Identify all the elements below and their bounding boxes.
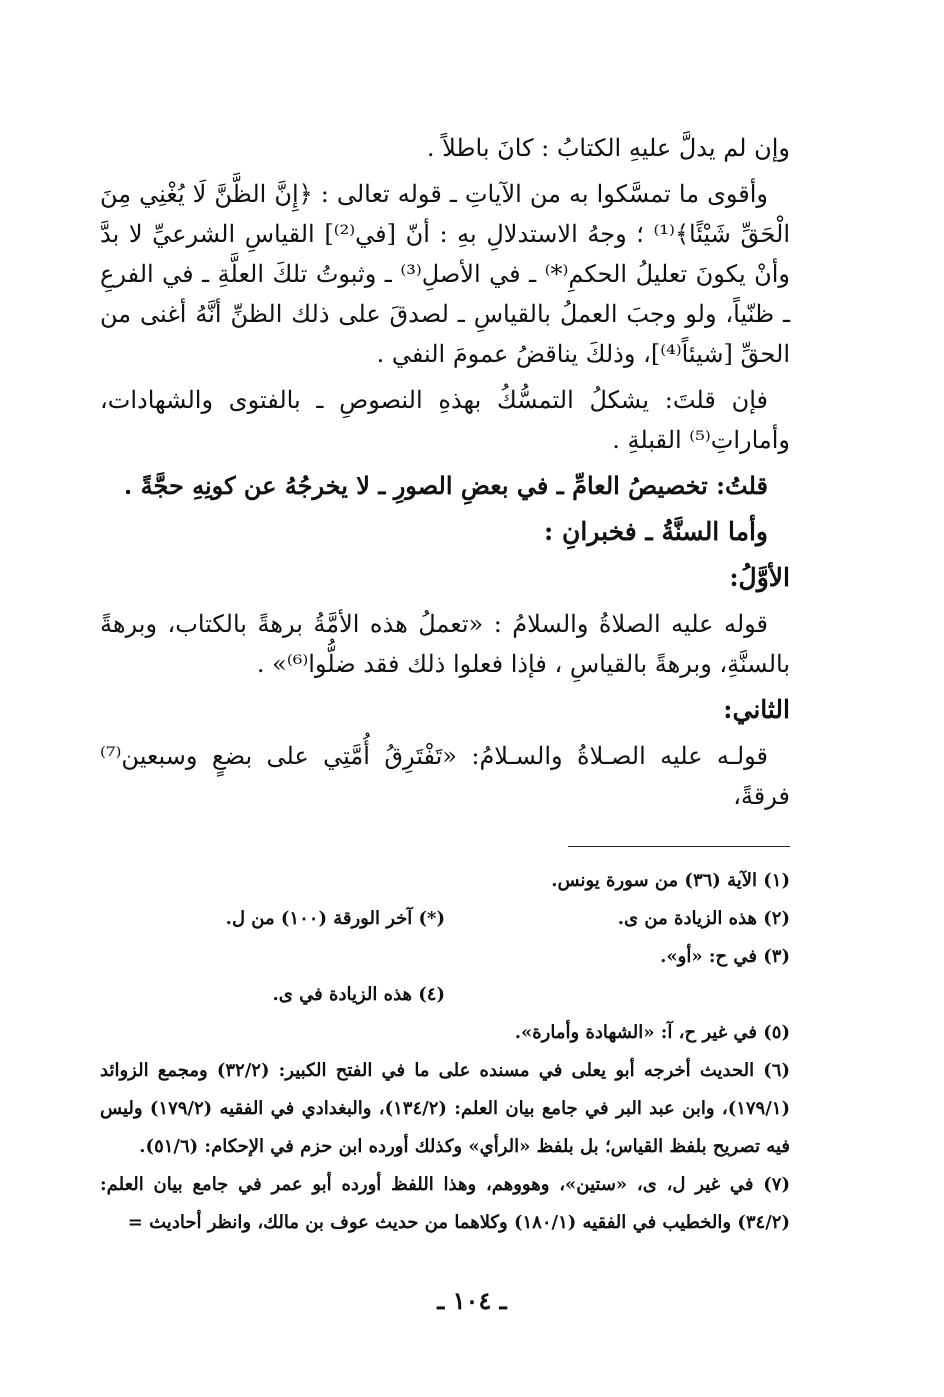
- footnote-6: (٦) الحديث أخرجه أبو يعلى في مسنده على ما في الفتح الكبير: (٣٢/٢) ومجمع الزوائد (١٧٩/١)، وابن عبد البر في جامع بيان العلم: (١٣٤/٢)، والبغدادي في الفقيه (١٧٩/٢) وليس فيه تصريح بلفظ القياس؛ بل بلفظ «الرأي» وكذلك أورده ابن حزم في الإحكام: (٥١/٦).: [100, 1060, 790, 1157]
- main-text: [100, 128, 790, 822]
- heading-first: الأوَّلُ:: [729, 563, 790, 592]
- footnote-star: (*) آخر الورقة (١٠٠) من ل.: [225, 908, 445, 929]
- footnote-3: (٣) في ح: «أو».: [660, 946, 790, 967]
- paragraph-1: وإن لم يدلَّ عليهِ الكتابُ : كانَ باطلاً .: [426, 134, 790, 162]
- heading-second: الثاني:: [723, 695, 790, 724]
- paragraph-5: قوله عليه الصلاةُ والسلامُ : «تعملُ هذه الأمَّةُ برهةً بالكتاب، وبرهةً بالسنَّةِ، وبرهةً بالقياسِ ، فإذا فعلوا ذلك فقد ضلُّوا⁽⁶⁾» .: [100, 610, 790, 678]
- footnote-row-4: [100, 976, 790, 1014]
- section-heading-sunnah: وأما السنَّةُ ـ فخبرانِ :: [544, 517, 768, 546]
- paragraph-3: فإن قلتَ: يشكلُ التمسُّكُ بهذهِ النصوصِ ـ بالفتوى والشهادات، وأماراتِ⁽⁵⁾ القبلةِ .: [100, 386, 790, 454]
- footnote-2: (٢) هذه الزيادة من ى.: [617, 908, 790, 929]
- paragraph-6: قولـه عليه الصـلاةُ والسـلامُ: «تَفْتَرِقُ أُمَّتِي على بضعٍ وسبعين⁽⁷⁾ فرقةً،: [100, 742, 790, 810]
- paragraph-2: وأقوى ما تمسَّكوا به من الآياتِ ـ قوله تعالى : ﴿إِنَّ الظَّنَّ لَا يُغْنِي مِنَ الْحَقِّ شَيْئًا﴾⁽¹⁾ ؛ وجهُ الاستدلالِ بهِ : أنّ [في⁽²⁾] القياسِ الشرعيِّ لا بدَّ وأنْ يكونَ تعليلُ الحكمِ⁽*⁾ ـ في الأصلِ⁽³⁾ ـ وثبوتُ تلكَ العلَّةِ ـ في الفرعِ ـ ظنّياً، ولو وجبَ العملُ بالقياسِ ـ لصدقَ على ذلك الظنِّ أنَّهُ أغنى من الحقِّ [شيئاً⁽⁴⁾]، وذلكَ يناقضُ عمومَ النفي .: [100, 180, 791, 368]
- footnote-row-2: [100, 900, 790, 938]
- footnote-1: (١) الآية (٣٦) من سورة يونس.: [551, 870, 790, 891]
- footnote-5: (٥) في غير ح، آ: «الشهادة وأمارة».: [514, 1022, 790, 1043]
- footnote-7: (٧) في غير ل، ى، «ستين»، وهووهم، وهذا اللفظ أورده أبو عمر في جامع بيان العلم: (٣٤/٢) والخطيب في الفقيه (١٨٠/١) وكلاهما من حديث عوف بن مالك، وانظر أحاديث =: [100, 1174, 790, 1233]
- footnote-separator: [568, 846, 790, 847]
- page-number: ـ ١٠٤ ـ: [437, 1286, 507, 1315]
- footnote-4-spacer: [445, 976, 790, 1014]
- footnote-4: (٤) هذه الزيادة في ى.: [272, 984, 445, 1005]
- paragraph-4: قلتُ: تخصيصُ العامِّ ـ في بعضِ الصورِ ـ لا يخرجُهُ عن كونِهِ حجَّةً .: [123, 471, 768, 500]
- footnotes: [100, 862, 790, 1242]
